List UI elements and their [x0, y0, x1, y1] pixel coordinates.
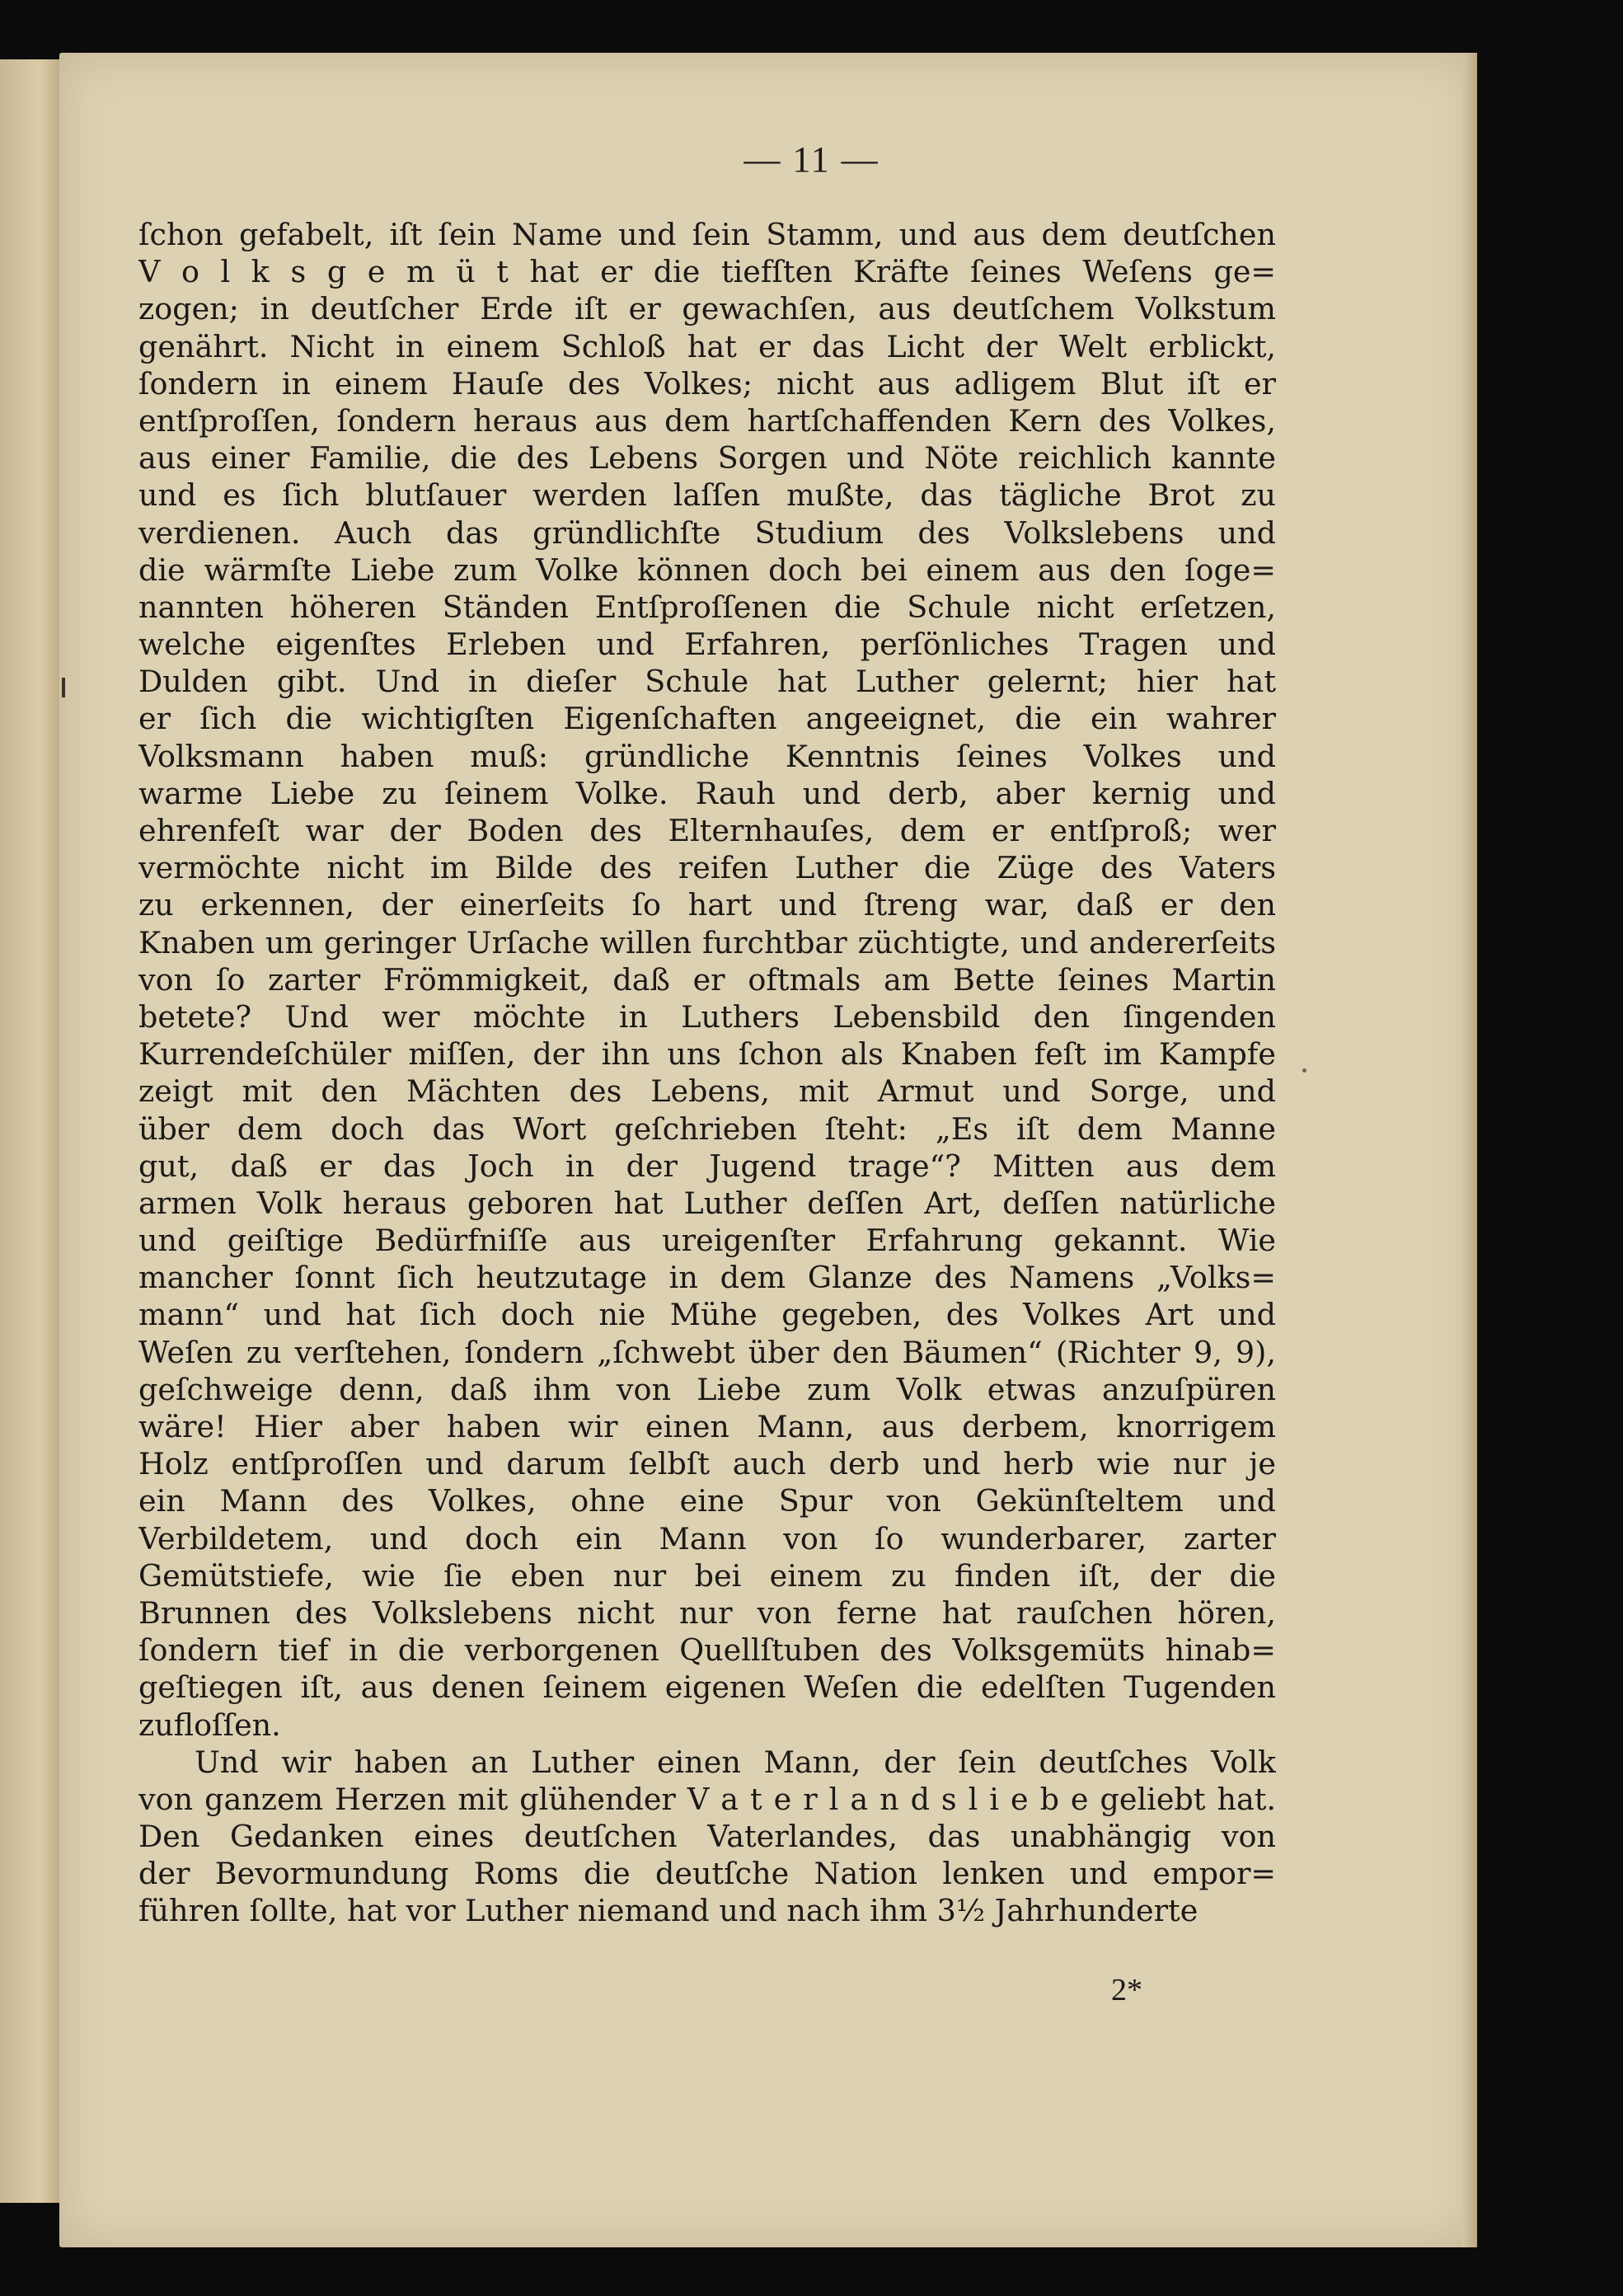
- text-line: wäre! Hier aber haben wir einen Mann, aus derbem, knorrigem: [138, 1409, 1276, 1444]
- text-line: verdienen. Auch das gründlichſte Studium des Volkslebens und: [138, 514, 1276, 551]
- text-line: über dem doch das Wort geſchrieben ſteht: „Es iſt dem Manne: [138, 1110, 1276, 1147]
- text-line: nannten höheren Ständen Entſproſſenen die Schule nicht erſetzen,: [138, 589, 1276, 625]
- text-line: ſondern in einem Hauſe des Volkes; nicht aus adligem Blut iſt er: [138, 365, 1276, 401]
- text-line: mann“ und hat ſich doch nie Mühe gegeben, des Volkes Art und: [138, 1297, 1276, 1333]
- text-line: Dulden gibt. Und in dieſer Schule hat Luther gelernt; hier hat: [138, 664, 1276, 700]
- text-line: betete? Und wer möchte in Luthers Lebensbild den ſingenden: [138, 998, 1276, 1035]
- text-line: geſtiegen iſt, aus denen ſeinem eigenen Weſen die edelſten Tugenden: [138, 1669, 1276, 1706]
- text-line: armen Volk heraus geboren hat Luther deſſen Art, deſſen natürliche: [138, 1185, 1276, 1221]
- text-line: geſchweige denn, daß ihm von Liebe zum Volk etwas anzuſpüren: [138, 1371, 1276, 1407]
- text-line: welche eigenſtes Erleben und Erfahren, perſönliches Tragen und: [138, 627, 1276, 663]
- text-line: zu erkennen, der einerſeits ſo hart und ſtreng war, daß er den: [138, 887, 1276, 923]
- text-line: von ſo zarter Frömmigkeit, daß er oftmals am Bette ſeines Martin: [138, 961, 1276, 998]
- page-edge: [1462, 53, 1477, 2247]
- text-line: er ſich die wichtigſten Eigenſchaften angeeignet, die ein wahrer: [138, 701, 1276, 737]
- text-line: Weſen zu verſtehen, ſondern „ſchwebt über den Bäumen“ (Richter 9, 9),: [138, 1334, 1276, 1370]
- text-line: ehrenfeſt war der Boden des Elternhauſes, dem er entſproß; wer: [138, 813, 1276, 848]
- text-line: zeigt mit den Mächten des Lebens, mit Armut und Sorge, und: [138, 1073, 1276, 1110]
- text-line: Verbildetem, und doch ein Mann von ſo wunderbarer, zarter: [138, 1520, 1276, 1556]
- margin-mark: [62, 678, 65, 697]
- ink-speck: [1302, 1068, 1306, 1073]
- text-line: gut, daß er das Joch in der Jugend trage“? Mitten aus dem: [138, 1148, 1276, 1184]
- signature-mark: 2*: [1111, 1973, 1142, 2007]
- text-line: Kurrendeſchüler miſſen, der ihn uns ſchon als Knaben feſt im Kampfe: [138, 1036, 1276, 1073]
- text-line: aus einer Familie, die des Lebens Sorgen und Nöte reichlich kannte: [138, 440, 1276, 477]
- text-line: V o l k s g e m ü t hat er die tiefſten Kräfte ſeines Weſens ge=: [138, 254, 1276, 290]
- text-line: ſondern tief in die verborgenen Quellſtuben des Volksgemüts hinab=: [138, 1632, 1276, 1669]
- text-line: zogen; in deutſcher Erde iſt er gewachſen, aus deutſchem Volkstum: [138, 291, 1276, 327]
- body-text: [138, 216, 1276, 1930]
- text-line: ſchon gefabelt, iſt ſein Name und ſein Stamm, und aus dem deutſchen: [138, 217, 1276, 252]
- text-line: warme Liebe zu ſeinem Volke. Rauh und derb, aber kernig und: [138, 775, 1276, 811]
- text-line: Knaben um geringer Urſache willen furchtbar züchtigte, und andererſeits: [138, 924, 1276, 960]
- text-line: die wärmſte Liebe zum Volke können doch bei einem aus den ſoge=: [138, 552, 1276, 588]
- text-line: vermöchte nicht im Bilde des reifen Luther die Züge des Vaters: [138, 850, 1276, 886]
- text-line: und geiſtige Bedürfniſſe aus ureigenſter Erfahrung gekannt. Wie: [138, 1223, 1276, 1259]
- text-line: und es ſich blutſauer werden laſſen mußte, das tägliche Brot zu: [138, 477, 1276, 514]
- text-line: zufloſſen.: [138, 1707, 281, 1743]
- facing-page-edge: [0, 59, 66, 2203]
- text-line: entſproſſen, ſondern heraus aus dem hartſchaffenden Kern des Volkes,: [138, 402, 1276, 439]
- text-line: Und wir haben an Luther einen Mann, der ſein deutſches Volk: [195, 1744, 1276, 1780]
- text-line: von ganzem Herzen mit glühender V a t e r l a n d s l i e b e geliebt hat.: [138, 1781, 1276, 1817]
- text-line: genährt. Nicht in einem Schloß hat er das Licht der Welt erblickt,: [138, 328, 1276, 364]
- text-line: der Bevormundung Roms die deutſche Nation lenken und empor=: [138, 1856, 1276, 1892]
- text-line: mancher ſonnt ſich heutzutage in dem Glanze des Namens „Volks=: [138, 1260, 1276, 1296]
- text-line: Den Gedanken eines deutſchen Vaterlandes, das unabhängig von: [138, 1819, 1276, 1855]
- text-line: Gemütstiefe, wie ſie eben nur bei einem zu finden iſt, der die: [138, 1557, 1276, 1594]
- text-line: Holz entſproſſen und darum ſelbſt auch derb und herb wie nur je: [138, 1446, 1276, 1482]
- text-line: führen ſollte, hat vor Luther niemand und nach ihm 3½ Jahrhunderte: [138, 1893, 1198, 1929]
- text-line: ein Mann des Volkes, ohne eine Spur von Gekünſteltem und: [138, 1483, 1276, 1519]
- text-line: Brunnen des Volkslebens nicht nur von ferne hat rauſchen hören,: [138, 1594, 1276, 1631]
- text-line: Volksmann haben muß: gründliche Kenntnis ſeines Volkes und: [138, 738, 1276, 774]
- page-number: — 11 —: [743, 139, 880, 180]
